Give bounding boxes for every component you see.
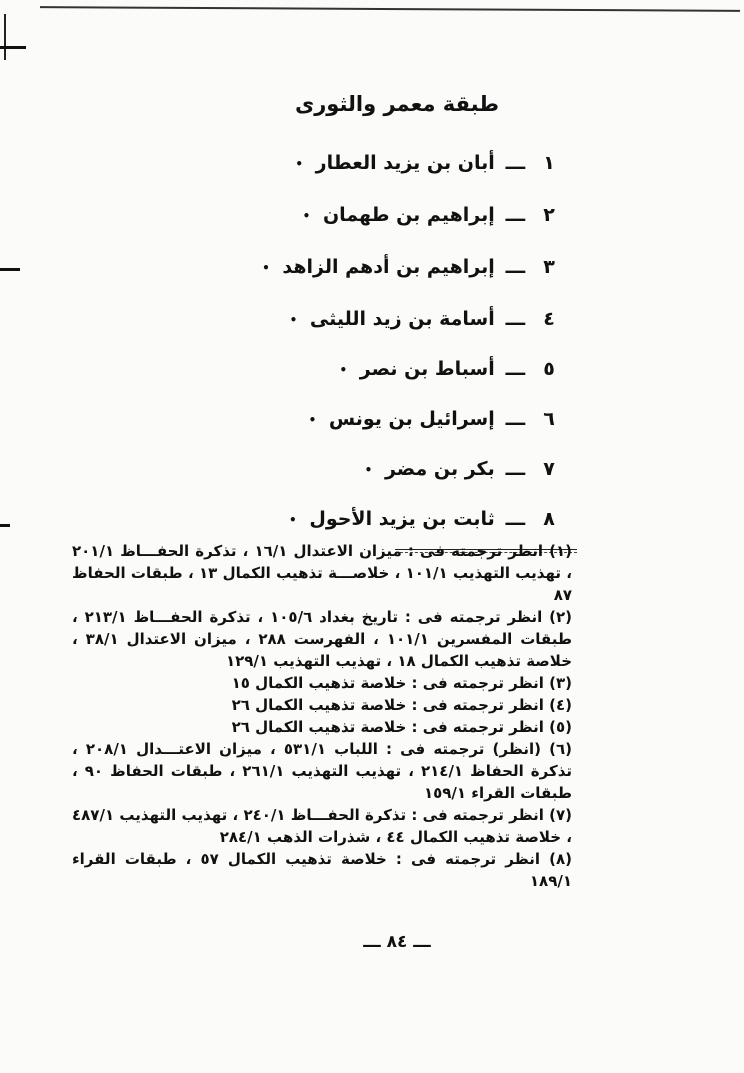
entry-dash: ـــ: [505, 204, 526, 226]
entry-name: إبراهيم بن أدهم الزاهد: [282, 256, 495, 278]
list-item: [289, 508, 562, 530]
entry-dash: ـــ: [505, 358, 526, 380]
bullet-icon: •: [295, 156, 304, 171]
footnote-text: (٥) انظر ترجمته فى : خلاصة تذهيب الكمال ٢٦: [231, 718, 572, 736]
list-item: [365, 458, 562, 480]
bullet-icon: •: [339, 362, 348, 377]
scan-top-border: [40, 6, 740, 12]
bullet-icon: •: [289, 312, 298, 327]
entry-name: أسباط بن نصر: [359, 358, 495, 380]
footnote-item: [72, 848, 572, 892]
footnote-item: [72, 694, 572, 716]
entry-name: أبان بن يزيد العطار: [315, 152, 495, 174]
list-item: [339, 358, 562, 380]
page-number: ـــ ٨٤ ـــ: [363, 932, 431, 952]
entry-name: بكر بن مضر: [384, 458, 495, 480]
entry-name: إبراهيم بن طهمان: [322, 204, 495, 226]
entry-number: ٢: [543, 204, 555, 226]
list-item: [290, 308, 562, 330]
bullet-icon: •: [289, 512, 297, 527]
page-title: طبقة معمر والثورى: [294, 92, 500, 116]
entry-name: أسامة بن زيد الليثى: [309, 308, 495, 330]
bullet-icon: •: [308, 412, 317, 427]
entry-dash: ـــ: [505, 458, 526, 480]
list-item: [262, 256, 562, 278]
bullet-icon: •: [364, 462, 373, 477]
footnote-text: (٢) انظر ترجمته فى : تاريخ بغداد ١٠٥/٦ ، تذكرة الحفـــاظ ٢١٣/١ ، طبقات المفسرين ١٠١/١ ، الفهرست ٢٨٨ ، ميزان الاعتدال ٣٨/١ ، خلاصة تذهيب الكمال ١٨ ، تهذيب التهذيب ١٢٩/١: [72, 608, 573, 670]
footnote-text: (١) انظر ترجمته فى : ميزان الاعتدال ١٦/١ ، تذكرة الحفـــاظ ٢٠١/١ ، تهذيب التهذيب ١٠١/١ ، خلاصـــة تذهيب الكمال ١٣ ، طبقات الحفاظ ٨٧: [72, 542, 572, 604]
entry-number: ٤: [543, 308, 555, 330]
entry-number: ٧: [543, 458, 555, 480]
entry-name: ثابت بن يزيد الأحول: [309, 508, 495, 530]
margin-mark: [0, 524, 10, 527]
bullet-icon: •: [262, 260, 270, 275]
bullet-icon: •: [302, 208, 311, 223]
footnote-item: [72, 672, 572, 694]
margin-mark: [0, 268, 20, 271]
footnote-item: [72, 738, 572, 804]
footnote-text: (٦) (انظر) ترجمته فى : اللباب ٥٣١/١ ، ميزان الاعتـــدال ٢٠٨/١ ، تذكرة الحفاظ ٢١٤/١ ، تهذيب التهذيب ٢٦١/١ ، طبقات الحفاظ ٩٠ ، طبقات القراء ١٥٩/١: [72, 740, 573, 802]
entry-dash: ـــ: [505, 508, 526, 530]
footnote-text: (٣) انظر ترجمته فى : خلاصة تذهيب الكمال ١٥: [231, 674, 572, 692]
margin-mark: [0, 46, 26, 49]
entry-dash: ـــ: [505, 152, 526, 174]
entry-dash: ـــ: [505, 256, 526, 278]
entry-number: ٥: [543, 358, 555, 380]
entry-dash: ـــ: [505, 408, 526, 430]
list-item: [303, 204, 562, 226]
entry-number: ٨: [543, 508, 555, 530]
list-item: [295, 152, 562, 174]
binding-mark: [4, 14, 6, 60]
entry-name: إسرائيل بن يونس: [328, 408, 495, 430]
footnote-text: (٤) انظر ترجمته فى : خلاصة تذهيب الكمال ٢٦: [231, 696, 572, 714]
footnotes: [72, 540, 572, 892]
footnote-text: (٨) انظر ترجمته فى : خلاصة تذهيب الكمال ٥٧ ، طبقات القراء ١٨٩/١: [72, 850, 572, 890]
entry-number: ٣: [543, 256, 555, 278]
list-item: [309, 408, 562, 430]
footnote-item: [72, 716, 572, 738]
footnote-item: [72, 804, 572, 848]
entry-dash: ـــ: [505, 308, 526, 330]
footnote-text: (٧) انظر ترجمته فى : تذكرة الحفـــاظ ٢٤٠/١ ، تهذيب التهذيب ٤٨٧/١ ، خلاصة تذهيب الكمال ٤٤ ، شذرات الذهب ٢٨٤/١: [72, 806, 572, 846]
footnote-item: [72, 606, 572, 672]
entry-number: ١: [543, 152, 555, 174]
footnote-item: [72, 540, 572, 606]
entry-number: ٦: [543, 408, 555, 430]
